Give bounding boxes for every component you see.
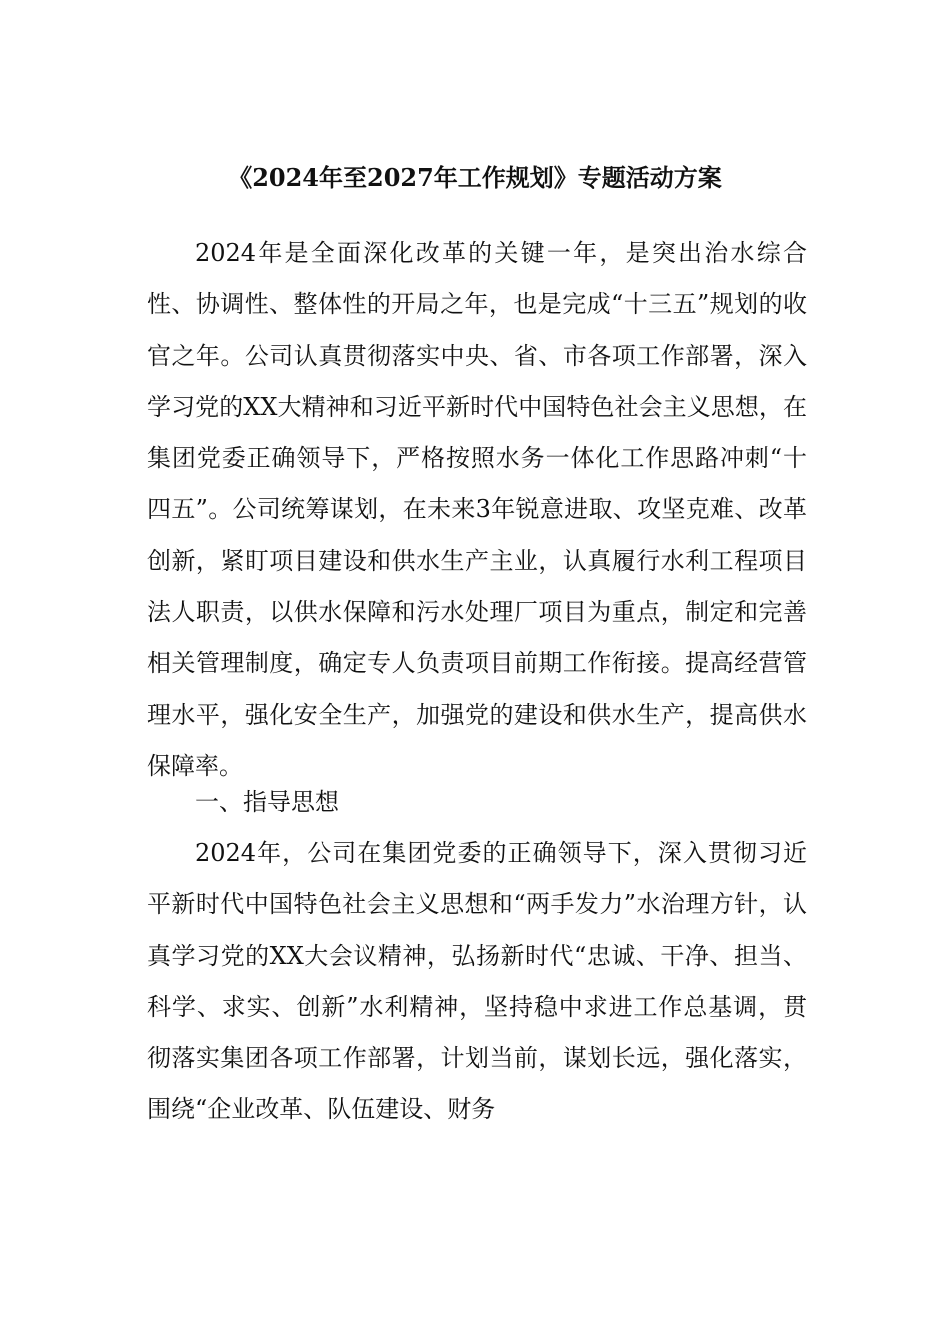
section-heading-guiding-ideology: 一、指导思想 (195, 788, 339, 816)
document-title: 《2024年至2027年工作规划》专题活动方案 (228, 163, 722, 192)
guiding-ideology-paragraph: 2024年，公司在集团党委的正确领导下，深入贯彻习近平新时代中国特色社会主义思想和“两手发力”水治理方针，认真学习党的XX大会议精神，弘扬新时代“忠诚、干净、担当、科学、求实、创新”水利精神，坚持稳中求进工作总基调，贯彻落实集团各项工作部署，计划当前，谋划长远，强化落实，围绕“企业改革、队伍建设、财务 (147, 839, 807, 1124)
intro-paragraph: 2024年是全面深化改革的关键一年，是突出治水综合性、协调性、整体性的开局之年，也是完成“十三五”规划的收官之年。公司认真贯彻落实中央、省、市各项工作部署，深入学习党的XX大精神和习近平新时代中国特色社会主义思想，在集团党委正确领导下，严格按照水务一体化工作思路冲刺“十四五”。公司统筹谋划，在未来3年锐意进取、攻坚克难、改革创新，紧盯项目建设和供水生产主业，认真履行水利工程项目法人职责，以供水保障和污水处理厂项目为重点，制定和完善相关管理制度，确定专人负责项目前期工作衔接。提高经营管理水平，强化安全生产，加强党的建设和供水生产，提高供水保障率。 (147, 239, 807, 780)
